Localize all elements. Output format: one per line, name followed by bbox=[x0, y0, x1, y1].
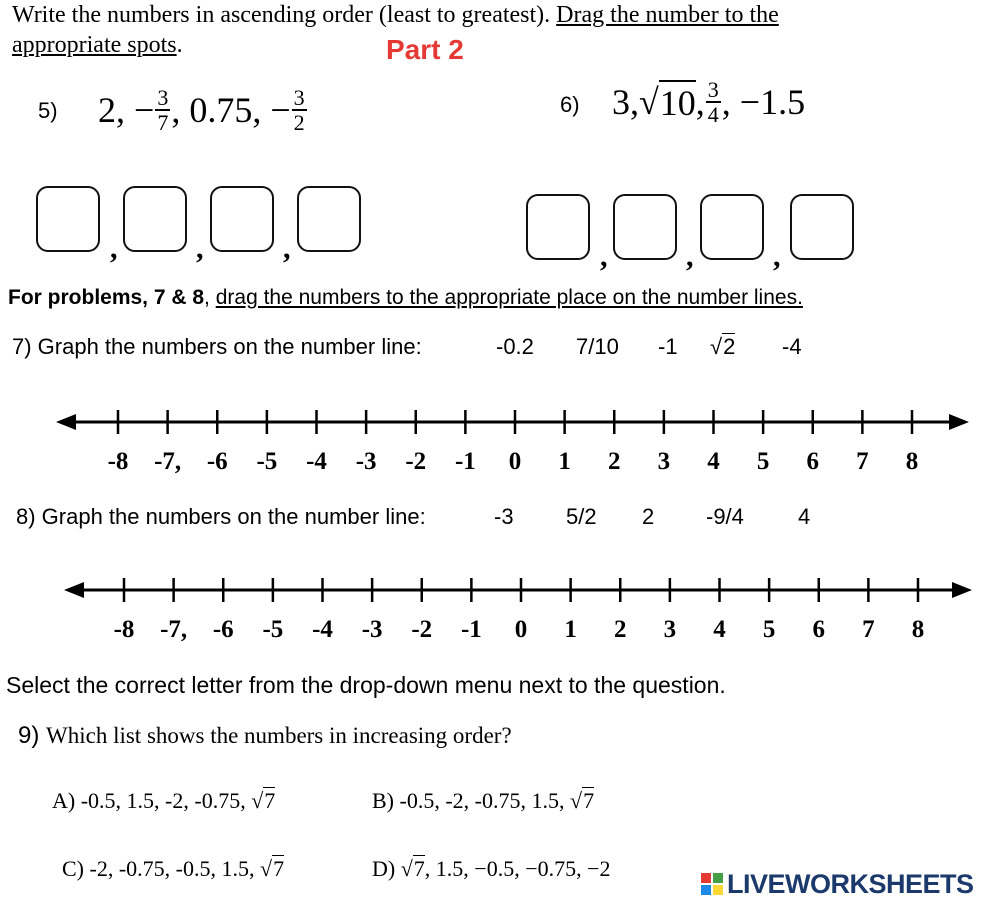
brand-logo-cell-4 bbox=[713, 885, 723, 895]
q6-expression bbox=[612, 70, 805, 134]
q6-f-den: 4 bbox=[707, 101, 719, 127]
q7-sqrt-symbol: √ bbox=[710, 334, 723, 359]
q9-option-c-sqrt-arg: 7 bbox=[273, 856, 285, 881]
q8-value-3[interactable]: 2 bbox=[642, 504, 655, 529]
q9-label: 9) bbox=[18, 722, 40, 749]
q5-drop-box-2[interactable] bbox=[123, 186, 187, 252]
instruction-underlined-1: Drag the number to the bbox=[556, 2, 779, 28]
q7-prompt-row bbox=[12, 334, 422, 360]
q6-fraction bbox=[706, 76, 721, 127]
select-instruction: Select the correct letter from the drop-down menu next to the question. bbox=[6, 672, 726, 698]
number-line-left-arrow bbox=[56, 414, 76, 430]
q7-value-sqrt[interactable] bbox=[710, 334, 735, 360]
drag-instruction bbox=[8, 286, 803, 310]
q5-f1-num: 3 bbox=[157, 84, 169, 110]
number-line-tick-label: -1 bbox=[454, 448, 476, 475]
number-line-tick-label: 2 bbox=[614, 616, 627, 643]
number-line-tick-label: 5 bbox=[756, 448, 770, 475]
brand-logo-icon bbox=[700, 872, 724, 896]
q9-option-c bbox=[62, 856, 284, 882]
q7-prompt: 7) Graph the numbers on the number line: bbox=[12, 334, 422, 359]
q9-option-a-sqrt: √ bbox=[251, 788, 264, 813]
number-line-right-arrow bbox=[949, 414, 969, 430]
q9-option-a-text: -0.5, 1.5, -2, -0.75, bbox=[80, 788, 252, 813]
number-line-tick-label: -5 bbox=[256, 448, 278, 475]
q9-question-row bbox=[18, 722, 512, 750]
drag-instruction-comma: , bbox=[204, 286, 216, 309]
number-line-tick-label: 1 bbox=[564, 616, 577, 643]
q7-value-4[interactable]: -4 bbox=[782, 334, 802, 359]
q9-option-b-sqrt-arg: 7 bbox=[583, 788, 595, 813]
q8-value-1[interactable]: -3 bbox=[494, 504, 514, 529]
number-line-tick-label: 2 bbox=[608, 448, 621, 475]
instruction-text bbox=[12, 2, 779, 29]
q7-sqrt-arg: 2 bbox=[723, 334, 736, 359]
number-line-tick-label: -2 bbox=[405, 448, 427, 475]
number-line-tick-label: -4 bbox=[306, 448, 327, 475]
instruction-period: . bbox=[176, 32, 183, 58]
q5-f1-den: 7 bbox=[157, 109, 169, 135]
brand-name: LIVEWORKSHEETS bbox=[727, 868, 974, 899]
number-line-tick-label: 7 bbox=[856, 448, 869, 475]
number-line-tick-label: -3 bbox=[361, 616, 383, 643]
q5-comma-1: , bbox=[110, 232, 118, 265]
instruction-text-line2 bbox=[12, 32, 183, 59]
q9-option-d bbox=[372, 856, 611, 882]
number-line-tick-label: -7, bbox=[160, 616, 188, 643]
number-line-tick-label: 5 bbox=[762, 616, 776, 643]
number-line-tick-label: -5 bbox=[262, 616, 284, 643]
q9-option-b bbox=[372, 788, 594, 814]
q7-value-2[interactable]: 7/10 bbox=[576, 334, 619, 359]
q9-option-b-label: B) bbox=[372, 788, 394, 813]
number-line-tick-label: 8 bbox=[905, 448, 919, 475]
q6-sqrt-arg: 10 bbox=[659, 80, 696, 124]
q5-f2-den: 2 bbox=[293, 109, 305, 135]
number-line-tick-label: -1 bbox=[460, 616, 482, 643]
q9-option-d-sqrt-arg: 7 bbox=[413, 856, 425, 881]
brand-logo-cell-3 bbox=[701, 885, 711, 895]
number-line-tick-label: -7, bbox=[154, 448, 182, 475]
number-line-tick-label: -6 bbox=[212, 616, 234, 643]
q9-option-d-text: , 1.5, −0.5, −0.75, −2 bbox=[424, 856, 611, 881]
q6-f-num: 3 bbox=[707, 76, 719, 102]
q9-option-d-label: D) bbox=[372, 856, 396, 881]
number-line-tick-label: 6 bbox=[806, 448, 819, 475]
q5-label: 5) bbox=[38, 98, 58, 123]
q6-drop-box-2[interactable] bbox=[613, 194, 677, 260]
number-line-tick-label: -2 bbox=[411, 616, 433, 643]
q9-question: Which list shows the numbers in increasing order? bbox=[46, 723, 512, 748]
q6-drop-box-4[interactable] bbox=[790, 194, 854, 260]
q5-comma-3: , bbox=[283, 232, 291, 265]
number-line-tick-label: 1 bbox=[558, 448, 571, 475]
instruction-plain: Write the numbers in ascending order (least to greatest). bbox=[12, 2, 557, 28]
q6-part1: 3, bbox=[612, 82, 639, 122]
q6-drop-box-1[interactable] bbox=[526, 194, 590, 260]
q5-part1: 2, − bbox=[98, 90, 155, 130]
q6-tail: , −1.5 bbox=[721, 82, 806, 122]
q5-drop-box-1[interactable] bbox=[36, 186, 100, 252]
q6-comma-3: , bbox=[773, 240, 781, 273]
q7-value-3[interactable]: -1 bbox=[658, 334, 678, 359]
number-line-tick-label: 4 bbox=[707, 448, 720, 475]
number-line-tick-label: 0 bbox=[514, 616, 528, 643]
q5-drop-box-4[interactable] bbox=[297, 186, 361, 252]
q9-option-d-sqrt: √ bbox=[400, 856, 413, 881]
drag-instruction-bold: For problems, 7 & 8 bbox=[8, 286, 205, 309]
q5-f2-num: 3 bbox=[293, 84, 305, 110]
q5-fraction-1 bbox=[155, 84, 170, 135]
q7-value-1[interactable]: -0.2 bbox=[496, 334, 534, 359]
brand-logo-cell-1 bbox=[701, 873, 711, 883]
q5-fraction-2 bbox=[292, 84, 307, 135]
number-line-tick-label: 7 bbox=[862, 616, 875, 643]
q6-comma: , bbox=[695, 82, 705, 122]
q8-value-5[interactable]: 4 bbox=[798, 504, 811, 529]
q8-value-2[interactable]: 5/2 bbox=[566, 504, 597, 529]
number-line-tick-label: -4 bbox=[312, 616, 333, 643]
number-line-tick-label: -3 bbox=[355, 448, 377, 475]
q6-comma-2: , bbox=[686, 240, 694, 273]
q5-expression bbox=[98, 78, 308, 142]
instruction-underlined-2: appropriate spots bbox=[12, 32, 177, 58]
brand-logo-cell-2 bbox=[713, 873, 723, 883]
number-line-tick-label: 3 bbox=[657, 448, 671, 475]
q6-drop-box-3[interactable] bbox=[700, 194, 764, 260]
number-line-left-arrow bbox=[64, 582, 84, 598]
number-line-tick-label: -6 bbox=[206, 448, 228, 475]
q9-option-c-sqrt: √ bbox=[259, 856, 273, 881]
number-line-right-arrow bbox=[952, 582, 972, 598]
q9-option-b-text: -0.5, -2, -0.75, 1.5, bbox=[399, 788, 570, 813]
q8-prompt: 8) Graph the numbers on the number line: bbox=[16, 504, 426, 529]
drag-instruction-underlined: drag the numbers to the appropriate place on the number lines. bbox=[215, 286, 803, 309]
number-line-tick-label: -8 bbox=[113, 616, 135, 643]
q9-option-a-sqrt-arg: 7 bbox=[264, 788, 276, 813]
number-line-tick-label: 8 bbox=[911, 616, 925, 643]
q5-drop-box-3[interactable] bbox=[210, 186, 274, 252]
q6-sqrt-symbol: √ bbox=[639, 82, 659, 122]
q5-comma-2: , bbox=[196, 232, 204, 265]
number-line-tick-label: 3 bbox=[663, 616, 677, 643]
q8-value-4[interactable]: -9/4 bbox=[706, 504, 744, 529]
q9-option-c-text: -2, -0.75, -0.5, 1.5, bbox=[89, 856, 260, 881]
q9-option-c-label: C) bbox=[62, 856, 84, 881]
q5-part2: , 0.75, − bbox=[171, 90, 291, 130]
number-line-tick-label: 6 bbox=[812, 616, 825, 643]
brand-logo bbox=[700, 868, 974, 900]
q6-label: 6) bbox=[560, 92, 580, 117]
q9-option-b-sqrt: √ bbox=[569, 788, 583, 813]
number-line-tick-label: -8 bbox=[107, 448, 129, 475]
part-label: Part 2 bbox=[386, 34, 464, 65]
number-line-tick-label: 4 bbox=[713, 616, 726, 643]
number-line-tick-label: 0 bbox=[508, 448, 522, 475]
q9-option-a-label: A) bbox=[52, 788, 76, 813]
q6-comma-1: , bbox=[600, 240, 608, 273]
q9-option-a bbox=[52, 788, 275, 814]
